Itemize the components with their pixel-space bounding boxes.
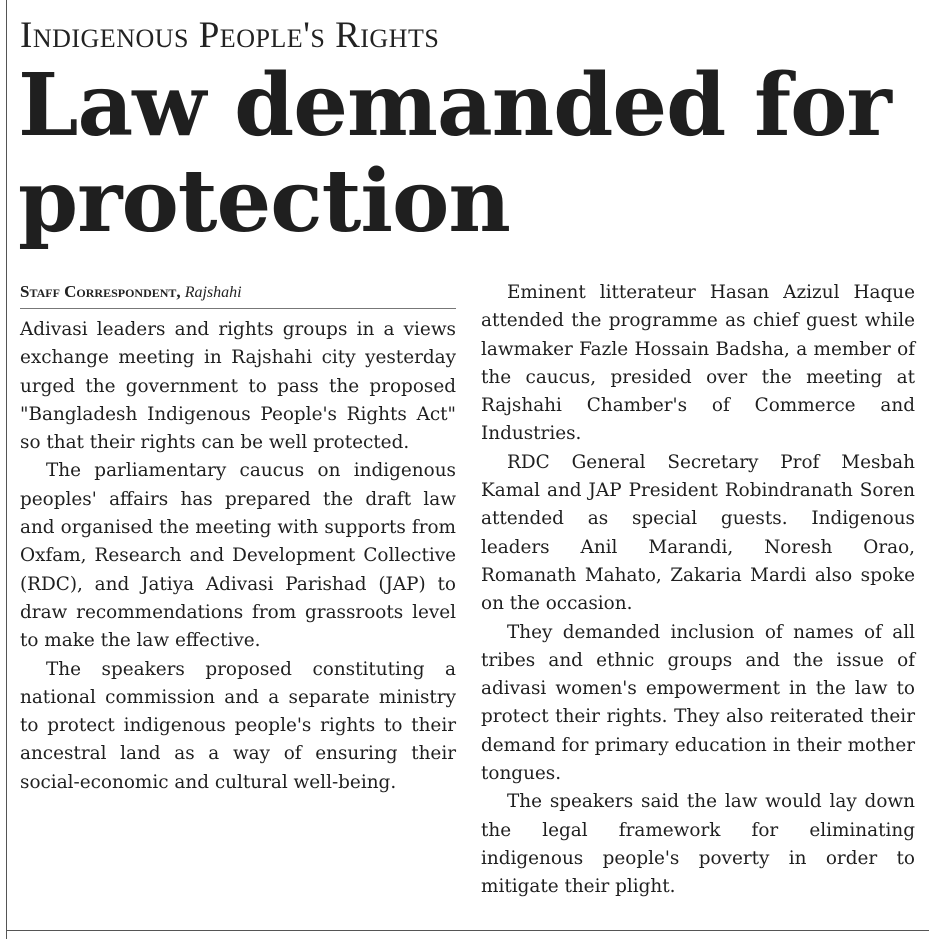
bottom-rule: [6, 930, 929, 931]
paragraph: The speakers proposed constituting a national commission and a separate ministry to protect indigenous people's rights to their ancestral land as a way of ensuring their social-economic and cultural well-being.: [20, 658, 456, 793]
byline-role: Staff Correspondent,: [20, 282, 181, 301]
paragraph: RDC General Secretary Prof Mesbah Kamal and JAP President Robindranath Soren attended as special guests. Indigenous leaders Anil Marandi, Noresh Orao, Romanath Mahato, Zakaria Mardi also spoke on the occasion.: [481, 451, 915, 615]
article-column-left: [20, 316, 456, 797]
section-kicker: Indigenous People's Rights: [20, 15, 440, 56]
byline: [20, 282, 242, 302]
paragraph: The parliamentary caucus on indigenous peoples' affairs has prepared the draft law and organised the meeting with supports from Oxfam, Research and Development Collective (RDC), and Jatiya Adivasi Parishad (JAP) to draw recommendations from grassroots level to make the law effective.: [20, 460, 456, 652]
article-column-right: [481, 279, 915, 902]
headline: Law demanded for protection: [18, 55, 891, 252]
paragraph: Adivasi leaders and rights groups in a views exchange meeting in Rajshahi city yesterday urged the government to pass the proposed "Bangladesh Indigenous People's Rights Act" so that their rights can be well protected.: [20, 319, 456, 454]
column-divider: [6, 0, 7, 939]
paragraph: The speakers said the law would lay down the legal framework for eliminating indigenous people's poverty in order to mitigate their plight.: [481, 791, 915, 898]
byline-place: Rajshahi: [184, 284, 242, 301]
paragraph: Eminent litterateur Hasan Azizul Haque attended the programme as chief guest while lawmaker Fazle Hossain Badsha, a member of the caucus, presided over the meeting at Rajshahi Chamber's of Commerce and Industries.: [481, 282, 915, 445]
paragraph: They demanded inclusion of names of all tribes and ethnic groups and the issue of adivasi women's empowerment in the law to protect their rights. They also reiterated their demand for primary education in their mother tongues.: [481, 621, 915, 785]
byline-rule: [20, 308, 456, 309]
